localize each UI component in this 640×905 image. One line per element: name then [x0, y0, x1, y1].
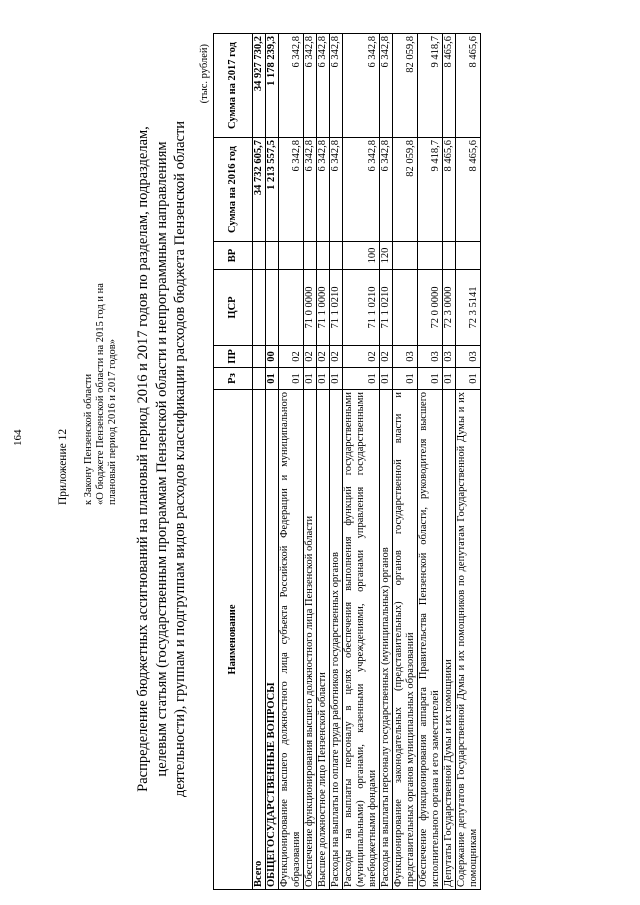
row-rz: 01 — [266, 368, 279, 390]
row-pr: 03 — [443, 346, 456, 368]
heading-line-2: целевым статьям (государственным программам Пензенской области и непрограммным направлениям — [153, 141, 170, 777]
table-header-row — [214, 34, 253, 890]
appendix-block — [57, 165, 119, 505]
row-rz: 01 — [279, 368, 304, 390]
appendix-line3: плановый период 2016 и 2017 годов» — [107, 339, 118, 505]
row-rz: 01 — [456, 368, 481, 390]
heading-line-3: деятельности), группам и подгруппам видов расходов классификации расходов бюджета Пензенской области — [172, 120, 188, 798]
row-sum-2016: 1 213 557,5 — [266, 138, 279, 242]
row-sum-2016: 6 342,8 — [380, 138, 393, 242]
header-sum-2017: Сумма на 2017 год — [214, 34, 253, 138]
row-csr: 72 3 0000 — [443, 270, 456, 346]
page-number: 164 — [12, 429, 24, 446]
row-vr — [456, 242, 481, 270]
row-vr: 100 — [343, 242, 380, 270]
row-csr: 72 3 5141 — [456, 270, 481, 346]
row-vr — [279, 242, 304, 270]
table-row — [443, 34, 456, 890]
rotated-page — [57, 28, 627, 890]
row-rz: 01 — [343, 368, 380, 390]
row-pr: 02 — [380, 346, 393, 368]
row-name: Функционирование законодательных (представительных) органов государственной власти и представительных органов муниципальных образований — [393, 390, 418, 890]
row-sum-2016: 6 342,8 — [317, 138, 330, 242]
row-sum-2017: 6 342,8 — [343, 34, 380, 138]
row-pr: 03 — [418, 346, 443, 368]
row-sum-2017: 1 178 239,3 — [266, 34, 279, 138]
table-row — [456, 34, 481, 890]
table-row — [393, 34, 418, 890]
row-sum-2017: 82 059,8 — [393, 34, 418, 138]
row-name: ОБЩЕГОСУДАРСТВЕННЫЕ ВОПРОСЫ — [266, 390, 279, 890]
row-sum-2017: 6 342,8 — [380, 34, 393, 138]
header-csr: ЦСР — [214, 270, 253, 346]
row-pr: 03 — [393, 346, 418, 368]
row-sum-2016: 6 342,8 — [343, 138, 380, 242]
row-pr: 02 — [343, 346, 380, 368]
row-name: Высшее должностное лицо Пензенской области — [317, 390, 330, 890]
header-name: Наименование — [214, 390, 253, 890]
row-csr: 71 0 0000 — [304, 270, 317, 346]
table-row — [330, 34, 343, 890]
row-sum-2017: 9 418,7 — [418, 34, 443, 138]
row-name: Функционирование высшего должностного лица субъекта Российской Федерации и муниципального образования — [279, 390, 304, 890]
row-csr: 71 1 0210 — [380, 270, 393, 346]
row-vr: 120 — [380, 242, 393, 270]
row-rz: 01 — [330, 368, 343, 390]
row-name: Обеспечение функционирования высшего должностного лица Пензенской области — [304, 390, 317, 890]
row-sum-2017: 6 342,8 — [317, 34, 330, 138]
table-row — [380, 34, 393, 890]
row-sum-2016: 82 059,8 — [393, 138, 418, 242]
appendix-line2: «О бюджете Пензенской области на 2015 год и на — [95, 283, 106, 505]
table-row — [279, 34, 304, 890]
row-rz — [253, 368, 266, 390]
row-pr — [253, 346, 266, 368]
row-pr: 02 — [330, 346, 343, 368]
row-sum-2017: 6 342,8 — [304, 34, 317, 138]
row-sum-2016: 6 342,8 — [330, 138, 343, 242]
row-sum-2016: 9 418,7 — [418, 138, 443, 242]
row-csr: 71 1 0210 — [343, 270, 380, 346]
row-sum-2016: 8 465,6 — [456, 138, 481, 242]
row-sum-2016: 6 342,8 — [304, 138, 317, 242]
row-name: Депутаты Государственной Думы и их помощники — [443, 390, 456, 890]
row-csr — [266, 270, 279, 346]
row-pr: 00 — [266, 346, 279, 368]
row-csr — [279, 270, 304, 346]
row-name: Расходы на выплаты по оплате труда работников государственных органов — [330, 390, 343, 890]
row-pr: 02 — [304, 346, 317, 368]
row-vr — [393, 242, 418, 270]
table-row — [317, 34, 330, 890]
row-vr — [443, 242, 456, 270]
row-rz: 01 — [443, 368, 456, 390]
row-rz: 01 — [393, 368, 418, 390]
table-row — [304, 34, 317, 890]
header-sum-2016: Сумма на 2016 год — [214, 138, 253, 242]
row-vr — [330, 242, 343, 270]
row-rz: 01 — [317, 368, 330, 390]
row-sum-2017: 34 927 730,2 — [253, 34, 266, 138]
row-sum-2016: 8 465,6 — [443, 138, 456, 242]
row-sum-2017: 6 342,8 — [330, 34, 343, 138]
row-sum-2016: 6 342,8 — [279, 138, 304, 242]
row-csr: 72 0 0000 — [418, 270, 443, 346]
row-name: Содержание депутатов Государственной Думы и их помощников по депутатам Государственной Думы и их помощникам — [456, 390, 481, 890]
appendix-law: к Закону Пензенской области — [83, 373, 94, 505]
budget-table — [213, 33, 481, 890]
row-pr: 02 — [279, 346, 304, 368]
row-csr — [253, 270, 266, 346]
row-rz: 01 — [304, 368, 317, 390]
row-csr: 71 1 0000 — [317, 270, 330, 346]
heading-line-1: Распределение бюджетных ассигнований на плановый период 2016 и 2017 годов по разделам, подразделам, — [135, 126, 151, 792]
row-name: Расходы на выплаты персоналу в целях обеспечения выполнения функций государственными (муниципальными) органами, казенными учреждениями, органами управления государственными внебюджетными фондами — [343, 390, 380, 890]
header-rz: Рз — [214, 368, 253, 390]
row-vr — [317, 242, 330, 270]
row-sum-2017: 6 342,8 — [279, 34, 304, 138]
table-row — [266, 34, 279, 890]
row-sum-2017: 8 465,6 — [456, 34, 481, 138]
row-vr — [418, 242, 443, 270]
row-csr — [393, 270, 418, 346]
row-vr — [253, 242, 266, 270]
row-pr: 03 — [456, 346, 481, 368]
table-row — [253, 34, 266, 890]
row-name: Обеспечение функционирования аппарата Правительства Пензенской области, руководителя высшего исполнительного органа и его заместителей — [418, 390, 443, 890]
table-row — [418, 34, 443, 890]
appendix-title: Приложение 12 — [57, 428, 69, 505]
unit-label: (тыс. рублей) — [199, 44, 210, 104]
row-sum-2017: 8 465,6 — [443, 34, 456, 138]
row-sum-2016: 34 732 605,7 — [253, 138, 266, 242]
header-pr: ПР — [214, 346, 253, 368]
table-row — [343, 34, 380, 890]
row-pr: 02 — [317, 346, 330, 368]
row-rz: 01 — [380, 368, 393, 390]
row-name: Расходы на выплаты персоналу государственных (муниципальных) органов — [380, 390, 393, 890]
row-rz: 01 — [418, 368, 443, 390]
document-heading — [134, 28, 190, 890]
row-name: Всего — [253, 390, 266, 890]
header-vr: ВР — [214, 242, 253, 270]
row-vr — [266, 242, 279, 270]
row-csr: 71 1 0210 — [330, 270, 343, 346]
row-vr — [304, 242, 317, 270]
